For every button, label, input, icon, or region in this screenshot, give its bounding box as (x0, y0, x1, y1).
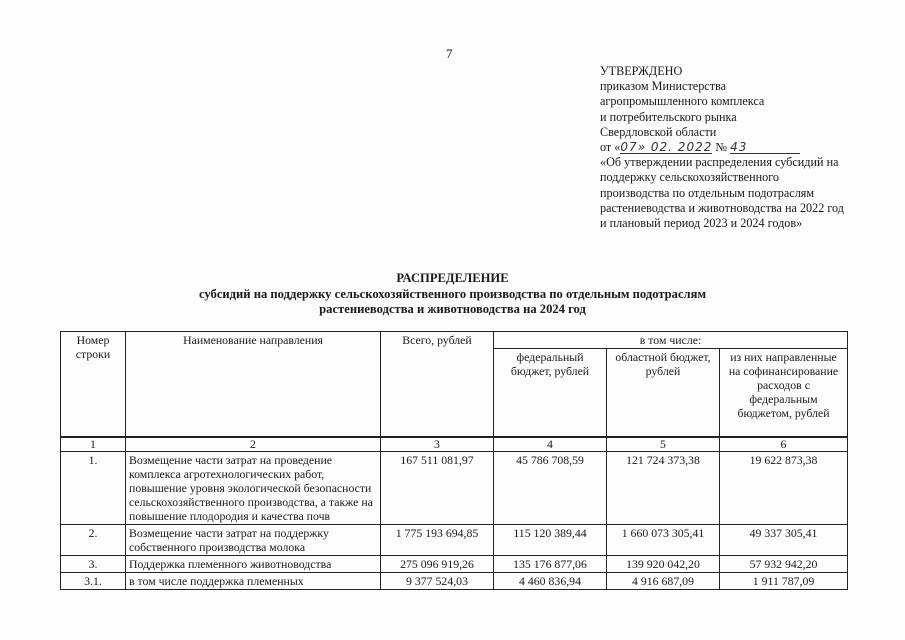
row-cofinancing: 19 622 873,38 (720, 451, 848, 524)
order-number-handwritten: 43 (730, 141, 800, 154)
column-index-row (61, 437, 848, 452)
approval-line: и потребительского рынка (600, 109, 737, 124)
column-index: 5 (607, 437, 720, 452)
header-cofinancing: из них направленные на софинансирование расходов с федеральным бюджетом, рублей (720, 349, 848, 437)
row-federal: 115 120 389,44 (494, 524, 607, 555)
column-index: 6 (720, 437, 848, 452)
row-total: 1 775 193 694,85 (381, 524, 494, 555)
approval-line: приказом Министерства (600, 79, 727, 94)
table-row (61, 524, 848, 555)
table-row (61, 555, 848, 572)
row-direction: в том числе поддержка племенных (126, 572, 381, 589)
header-direction: Наименование направления (126, 332, 381, 437)
document-title (0, 271, 905, 318)
date-prefix: от « (600, 140, 621, 155)
row-total: 275 096 919,26 (381, 555, 494, 572)
date-day-handwritten: 07 (620, 140, 638, 155)
header-federal: федеральный бюджет, рублей (494, 349, 607, 437)
row-total: 167 511 081,97 (381, 451, 494, 524)
column-index: 2 (126, 437, 381, 452)
header-regional: областной бюджет, рублей (607, 349, 720, 437)
row-cofinancing: 49 337 305,41 (720, 524, 848, 555)
header-row-number: Номер строки (61, 332, 126, 437)
row-federal: 4 460 836,94 (494, 572, 607, 589)
row-number: 3.1. (61, 572, 126, 589)
row-regional: 121 724 373,38 (607, 451, 720, 524)
row-total: 9 377 524,03 (381, 572, 494, 589)
subsidy-distribution-table (60, 331, 848, 590)
row-regional: 4 916 687,09 (607, 572, 720, 589)
approval-heading: УТВЕРЖДЕНО (600, 64, 683, 78)
date-month-year-handwritten: » 02. 2022 (637, 140, 713, 155)
row-regional: 1 660 073 305,41 (607, 524, 720, 555)
column-index: 3 (381, 437, 494, 452)
table-row (61, 572, 848, 589)
header-including: в том числе: (494, 332, 848, 349)
approval-subject: «Об утверждении распределения субсидий на поддержку сельскохозяйственного производства по отдельным подотраслям растениеводства и животноводства на 2022 год и плановый период 2023 и 2024 годов» (600, 155, 844, 231)
approval-stamp (600, 64, 850, 231)
row-number: 2. (61, 524, 126, 555)
number-label: № (715, 140, 728, 155)
row-federal: 135 176 877,06 (494, 555, 607, 572)
approval-line: агропромышленного комплекса (600, 94, 765, 109)
column-index: 4 (494, 437, 607, 452)
column-index: 1 (61, 437, 126, 452)
row-number: 1. (61, 451, 126, 524)
row-direction: Поддержка племенного животноводства (126, 555, 381, 572)
header-total: Всего, рублей (381, 332, 494, 437)
title-line-1: РАСПРЕДЕЛЕНИЕ (396, 271, 509, 285)
row-direction: Возмещение части затрат на поддержку собственного производства молока (126, 524, 381, 555)
row-federal: 45 786 708,59 (494, 451, 607, 524)
row-direction: Возмещение части затрат на проведение комплекса агротехнологических работ, повышение уровня экологической безопасности сельскохозяйственного производства, а также на повышение плодородия и качества почв (126, 451, 381, 524)
row-regional: 139 920 042,20 (607, 555, 720, 572)
table-row (61, 451, 848, 524)
page-number: 7 (446, 46, 453, 61)
row-number: 3. (61, 555, 126, 572)
approval-line: Свердловской области (600, 124, 717, 139)
title-line-3: растениеводства и животноводства на 2024 год (319, 302, 586, 316)
row-cofinancing: 57 932 942,20 (720, 555, 848, 572)
row-cofinancing: 1 911 787,09 (720, 572, 848, 589)
title-line-2: субсидий на поддержку сельскохозяйственного производства по отдельным подотраслям (198, 286, 707, 301)
approval-date-line (600, 140, 850, 155)
